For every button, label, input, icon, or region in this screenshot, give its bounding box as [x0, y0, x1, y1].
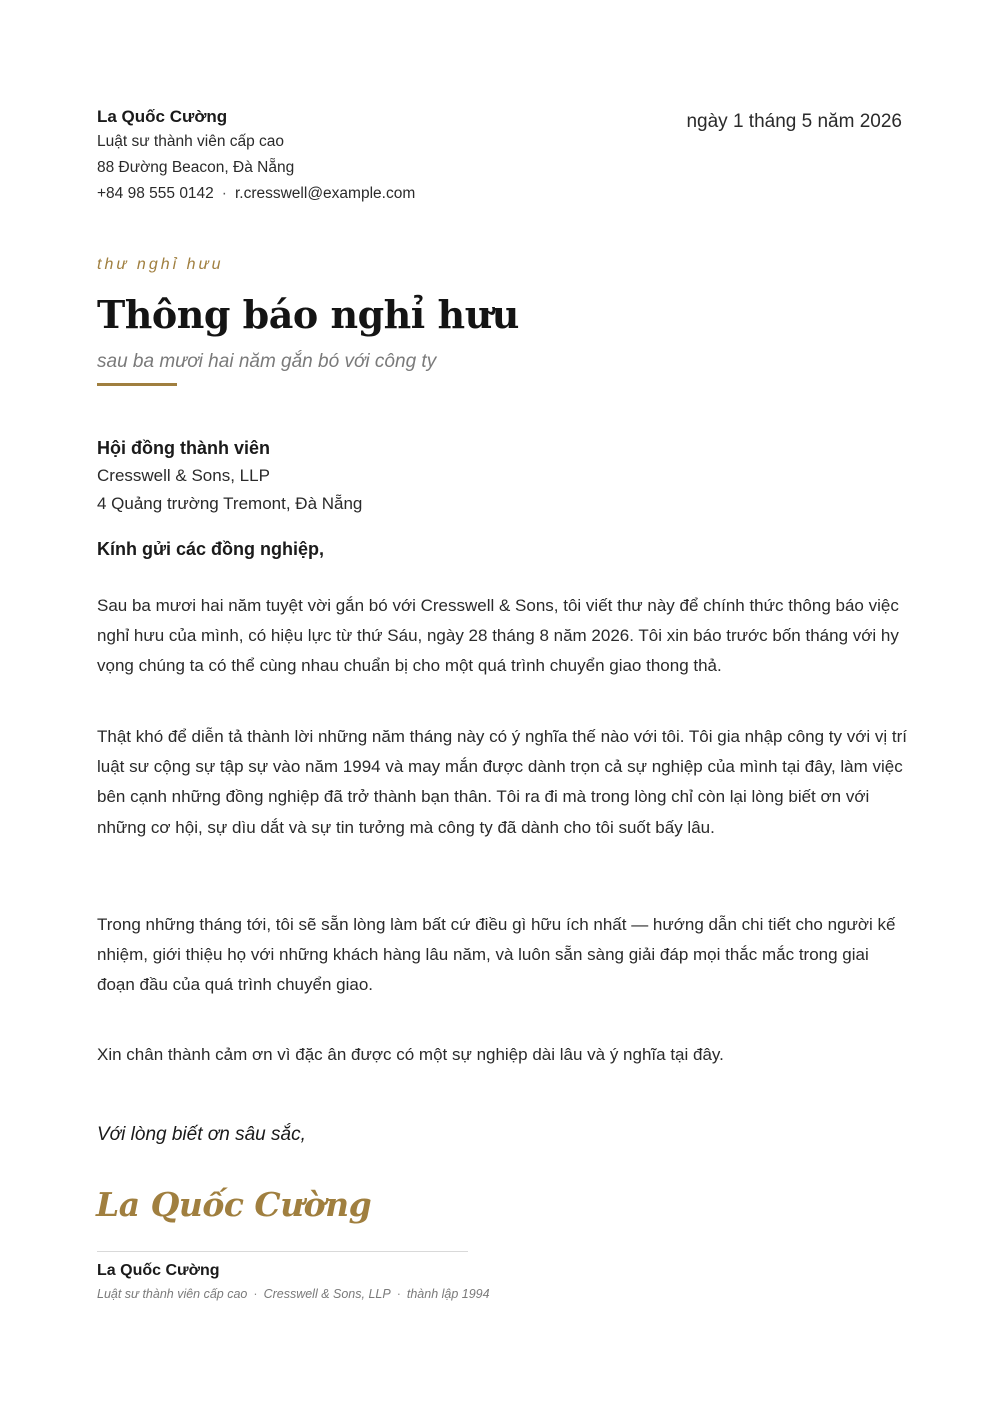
body-paragraph: Sau ba mươi hai năm tuyệt vời gắn bó với Cresswell & Sons, tôi viết thư này để chính thức thông báo việc nghỉ hưu của mình, có hiệu lực từ thứ Sáu, ngày 28 tháng 8 năm 2026. Tôi xin báo trước bốn tháng với hy vọng chúng ta có thể cùng nhau chuẩn bị cho một quá trình chuyển giao thong thả. [97, 596, 899, 676]
accent-rule [97, 383, 177, 386]
body-paragraph: Thật khó để diễn tả thành lời những năm tháng này có ý nghĩa thế nào với tôi. Tôi gia nhập công ty với vị trí luật sư cộng sự tập sự vào năm 1994 và may mắn được dành trọn cả sự nghiệp của mình tại đây, làm việc bên cạnh những đồng nghiệp đã trở thành bạn thân. Tôi ra đi mà trong lòng chỉ còn lại lòng biết ơn với những cơ hội, sự dìu dắt và sự tin tưởng mà công ty đã dành cho tôi suốt bấy lâu. [97, 727, 907, 837]
recipient-block [97, 434, 362, 518]
sender-phone: +84 98 555 0142 [97, 185, 214, 202]
letter-title: Thông báo nghỉ hưu [97, 292, 519, 337]
letter-subtitle: sau ba mươi hai năm gắn bó với công ty [97, 351, 437, 372]
signature-divider [97, 1251, 468, 1252]
contact-separator: · [221, 185, 227, 202]
signature-meta [97, 1285, 490, 1303]
letter-kicker: thư nghỉ hưu [97, 256, 224, 273]
salutation: Kính gửi các đồng nghiệp, [97, 539, 325, 559]
body-paragraph: Trong những tháng tới, tôi sẽ sẵn lòng làm bất cứ điều gì hữu ích nhất — hướng dẫn chi tiết cho người kế nhiệm, giới thiệu họ với những khách hàng lâu năm, và luôn sẵn sàng giải đáp mọi thắc mắc trong giai đoạn đầu của quá trình chuyển giao. [97, 915, 896, 995]
handwritten-signature: La Quốc Cường [96, 1185, 372, 1224]
signature-name: La Quốc Cường [97, 1262, 220, 1279]
recipient-address: 4 Quảng trường Tremont, Đà Nẵng [97, 494, 363, 513]
signature-role: Luật sư thành viên cấp cao [97, 1287, 248, 1301]
recipient-name: Hội đồng thành viên [97, 438, 270, 458]
letter-date: ngày 1 tháng 5 năm 2026 [686, 111, 902, 132]
signature-founded: thành lập 1994 [406, 1287, 490, 1301]
recipient-company: Cresswell & Sons, LLP [97, 466, 270, 485]
meta-separator: · [253, 1287, 258, 1301]
meta-separator: · [396, 1287, 401, 1301]
sender-block [97, 105, 415, 207]
sender-title: Luật sư thành viên cấp cao [97, 133, 285, 150]
sender-email: r.cresswell@example.com [234, 185, 416, 202]
sender-contact [97, 181, 415, 207]
signature-firm: Cresswell & Sons, LLP [263, 1287, 391, 1301]
sender-name: La Quốc Cường [97, 107, 228, 126]
body-paragraph: Xin chân thành cảm ơn vì đặc ân được có một sự nghiệp dài lâu và ý nghĩa tại đây. [97, 1045, 724, 1064]
closing: Với lòng biết ơn sâu sắc, [97, 1124, 306, 1145]
sender-address: 88 Đường Beacon, Đà Nẵng [97, 159, 295, 176]
